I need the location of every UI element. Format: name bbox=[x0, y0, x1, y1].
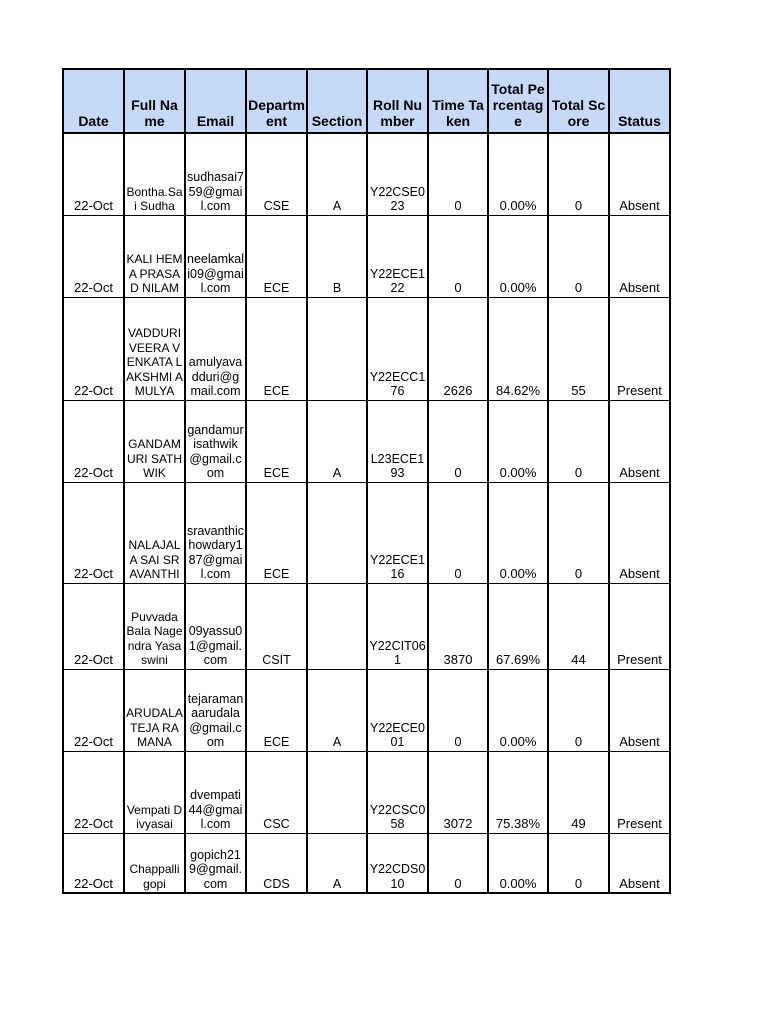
cell-full-name: GANDAMURI SATHWIK bbox=[124, 400, 185, 482]
cell-full-name: Bontha.Sai Sudha bbox=[124, 133, 185, 215]
cell-roll-number: Y22ECC176 bbox=[367, 297, 428, 400]
cell-roll-number: Y22ECE001 bbox=[367, 669, 428, 751]
cell-total-score: 49 bbox=[548, 751, 609, 833]
cell-total-score: 0 bbox=[548, 400, 609, 482]
cell-roll-number: Y22CSE023 bbox=[367, 133, 428, 215]
cell-department: CSC bbox=[246, 751, 307, 833]
header-row bbox=[63, 69, 670, 133]
cell-full-name: KALI HEMA PRASAD NILAM bbox=[124, 215, 185, 297]
cell-date: 22-Oct bbox=[63, 751, 124, 833]
cell-total-percentage: 67.69% bbox=[488, 583, 548, 669]
cell-status: Absent bbox=[609, 133, 670, 215]
cell-email: neelamkali09@gmail.com bbox=[185, 215, 246, 297]
table-row bbox=[63, 482, 670, 583]
cell-department: ECE bbox=[246, 669, 307, 751]
header-section: Section bbox=[307, 69, 367, 133]
cell-time-taken: 0 bbox=[428, 400, 488, 482]
table-row bbox=[63, 215, 670, 297]
cell-date: 22-Oct bbox=[63, 583, 124, 669]
cell-total-score: 0 bbox=[548, 669, 609, 751]
cell-full-name: ARUDALA TEJA RAMANA bbox=[124, 669, 185, 751]
header-time-taken: Time Taken bbox=[428, 69, 488, 133]
cell-time-taken: 0 bbox=[428, 833, 488, 893]
cell-time-taken: 0 bbox=[428, 669, 488, 751]
cell-time-taken: 0 bbox=[428, 215, 488, 297]
cell-total-score: 0 bbox=[548, 482, 609, 583]
cell-status: Absent bbox=[609, 215, 670, 297]
table-row bbox=[63, 751, 670, 833]
cell-total-percentage: 0.00% bbox=[488, 482, 548, 583]
cell-status: Present bbox=[609, 583, 670, 669]
cell-roll-number: Y22CIT061 bbox=[367, 583, 428, 669]
cell-status: Present bbox=[609, 297, 670, 400]
table-row bbox=[63, 297, 670, 400]
cell-section: A bbox=[307, 669, 367, 751]
cell-status: Absent bbox=[609, 833, 670, 893]
cell-time-taken: 3870 bbox=[428, 583, 488, 669]
cell-total-percentage: 0.00% bbox=[488, 215, 548, 297]
table-row bbox=[63, 833, 670, 893]
header-full-name: Full Name bbox=[124, 69, 185, 133]
cell-date: 22-Oct bbox=[63, 215, 124, 297]
attendance-table bbox=[62, 68, 671, 894]
cell-total-score: 0 bbox=[548, 833, 609, 893]
cell-date: 22-Oct bbox=[63, 482, 124, 583]
cell-status: Absent bbox=[609, 482, 670, 583]
cell-department: ECE bbox=[246, 297, 307, 400]
cell-department: CSIT bbox=[246, 583, 307, 669]
cell-email: gandamurisathwik@gmail.com bbox=[185, 400, 246, 482]
cell-date: 22-Oct bbox=[63, 669, 124, 751]
table-row bbox=[63, 400, 670, 482]
header-email: Email bbox=[185, 69, 246, 133]
cell-total-percentage: 75.38% bbox=[488, 751, 548, 833]
cell-roll-number: L23ECE193 bbox=[367, 400, 428, 482]
cell-email: gopich219@gmail.com bbox=[185, 833, 246, 893]
cell-section bbox=[307, 482, 367, 583]
cell-time-taken: 2626 bbox=[428, 297, 488, 400]
cell-department: ECE bbox=[246, 482, 307, 583]
cell-full-name: Puvvada Bala Nagendra Yasaswini bbox=[124, 583, 185, 669]
cell-roll-number: Y22ECE122 bbox=[367, 215, 428, 297]
cell-status: Absent bbox=[609, 669, 670, 751]
cell-department: ECE bbox=[246, 400, 307, 482]
cell-total-score: 44 bbox=[548, 583, 609, 669]
cell-email: 09yassu01@gmail.com bbox=[185, 583, 246, 669]
cell-roll-number: Y22CSC058 bbox=[367, 751, 428, 833]
cell-department: CDS bbox=[246, 833, 307, 893]
cell-section bbox=[307, 583, 367, 669]
cell-total-percentage: 0.00% bbox=[488, 833, 548, 893]
table-row bbox=[63, 583, 670, 669]
cell-total-score: 55 bbox=[548, 297, 609, 400]
cell-time-taken: 0 bbox=[428, 133, 488, 215]
header-roll-number: Roll Number bbox=[367, 69, 428, 133]
cell-section: A bbox=[307, 400, 367, 482]
cell-section: A bbox=[307, 833, 367, 893]
header-status: Status bbox=[609, 69, 670, 133]
cell-department: CSE bbox=[246, 133, 307, 215]
cell-department: ECE bbox=[246, 215, 307, 297]
cell-email: sravanthichowdary187@gmail.com bbox=[185, 482, 246, 583]
header-total-percentage: Total Percentage bbox=[488, 69, 548, 133]
cell-status: Present bbox=[609, 751, 670, 833]
cell-full-name: NALAJALA SAI SRAVANTHI bbox=[124, 482, 185, 583]
cell-roll-number: Y22CDS010 bbox=[367, 833, 428, 893]
cell-section bbox=[307, 297, 367, 400]
cell-total-score: 0 bbox=[548, 215, 609, 297]
cell-section bbox=[307, 751, 367, 833]
cell-total-score: 0 bbox=[548, 133, 609, 215]
cell-email: amulyavadduri@gmail.com bbox=[185, 297, 246, 400]
table-body bbox=[63, 133, 670, 893]
cell-total-percentage: 0.00% bbox=[488, 133, 548, 215]
cell-total-percentage: 0.00% bbox=[488, 400, 548, 482]
header-date: Date bbox=[63, 69, 124, 133]
cell-date: 22-Oct bbox=[63, 400, 124, 482]
cell-full-name: Vempati Divyasai bbox=[124, 751, 185, 833]
cell-time-taken: 3072 bbox=[428, 751, 488, 833]
header-total-score: Total Score bbox=[548, 69, 609, 133]
cell-date: 22-Oct bbox=[63, 133, 124, 215]
table-row bbox=[63, 669, 670, 751]
cell-roll-number: Y22ECE116 bbox=[367, 482, 428, 583]
cell-email: sudhasai759@gmail.com bbox=[185, 133, 246, 215]
cell-full-name: Chappalli gopi bbox=[124, 833, 185, 893]
cell-date: 22-Oct bbox=[63, 297, 124, 400]
cell-section: B bbox=[307, 215, 367, 297]
cell-full-name: VADDURI VEERA VENKATA LAKSHMI AMULYA bbox=[124, 297, 185, 400]
cell-total-percentage: 0.00% bbox=[488, 669, 548, 751]
cell-total-percentage: 84.62% bbox=[488, 297, 548, 400]
header-department: Department bbox=[246, 69, 307, 133]
table-row bbox=[63, 133, 670, 215]
cell-section: A bbox=[307, 133, 367, 215]
cell-email: dvempati44@gmail.com bbox=[185, 751, 246, 833]
cell-date: 22-Oct bbox=[63, 833, 124, 893]
cell-email: tejaramanaarudala@gmail.com bbox=[185, 669, 246, 751]
cell-time-taken: 0 bbox=[428, 482, 488, 583]
cell-status: Absent bbox=[609, 400, 670, 482]
